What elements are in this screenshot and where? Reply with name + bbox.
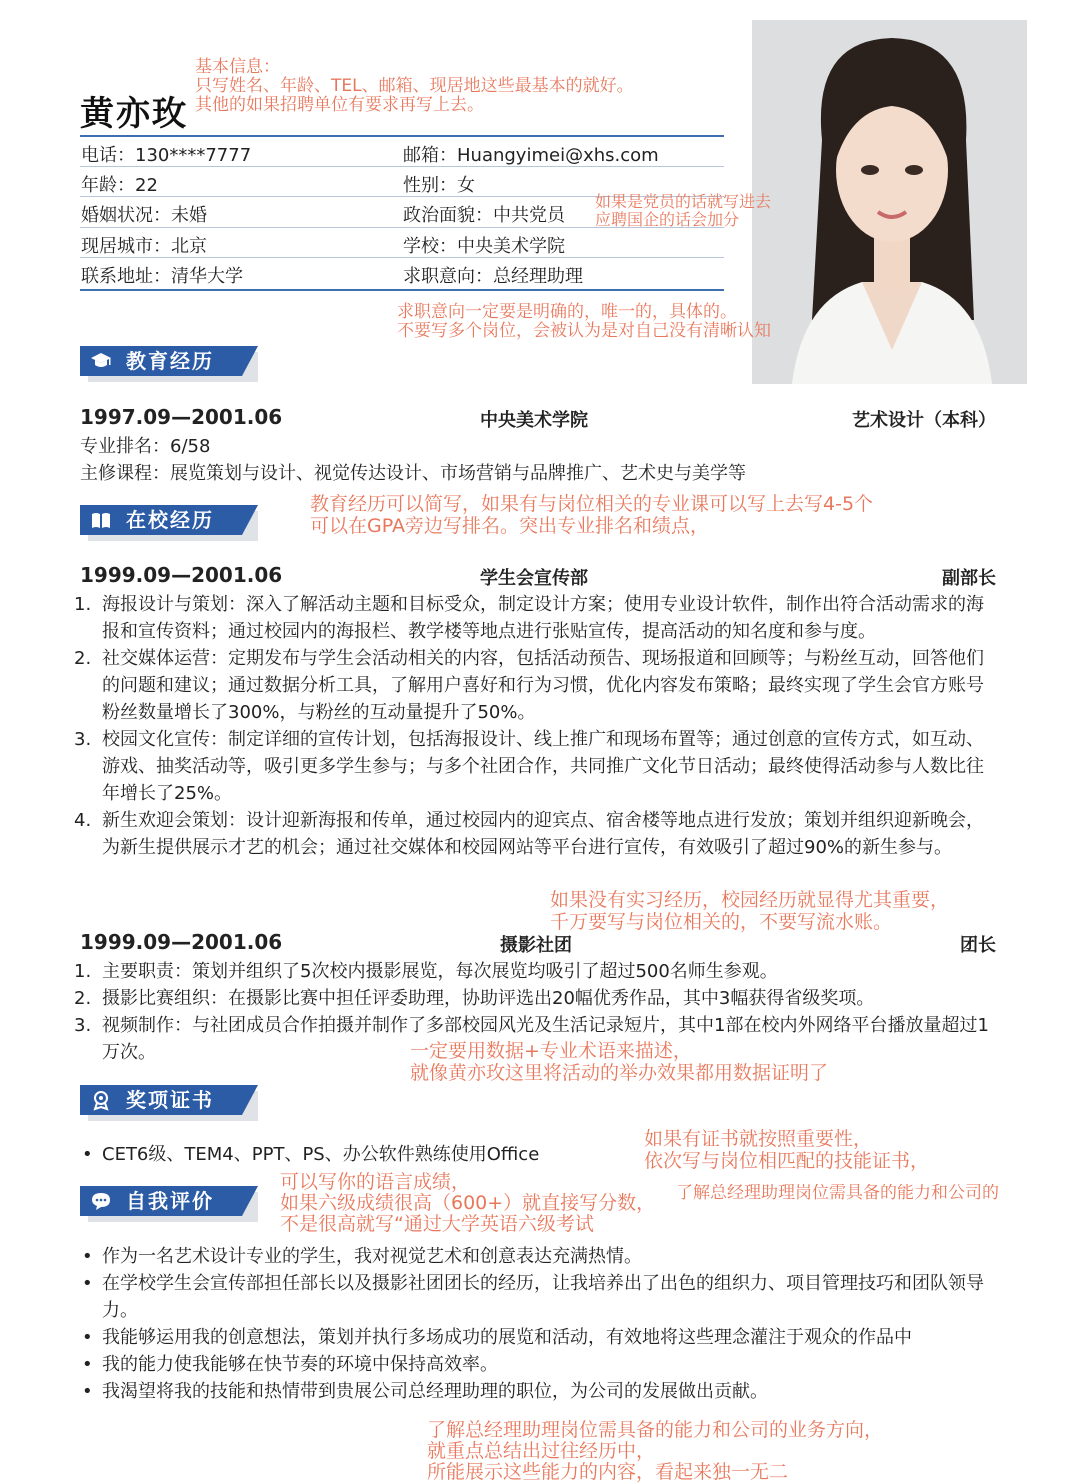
list-item: • 我能够运用我的创意想法，策划并执行多场成功的展览和活动，有效地将这些理念灌注于观众的作品中 [80, 1324, 1000, 1351]
list-item: 3. 视频制作：与社团成员合作拍摄并制作了多部校园风光及生活记录短片，其中1部在校内外网络平台播放量超过1万次。 [74, 1015, 989, 1063]
self-eval-list [80, 1243, 1000, 1405]
section-title: 在校经历 [126, 508, 214, 532]
section-title: 自我评价 [126, 1189, 214, 1213]
info-rule [80, 166, 724, 167]
list-item: 3. 校园文化宣传：制定详细的宣传计划，包括海报设计、线上推广和现场布置等；通过创意的宣传方式，如互动、游戏、抽奖活动等，吸引更多学生参与；与多个社团合作，共同推广文化节日活动；最终使得活动参与人数比往年增长了25%。 [74, 729, 984, 804]
list-item: • CET6级、TEM4、PPT、PS、办公软件熟练使用Office [80, 1141, 539, 1168]
book-icon [90, 509, 112, 531]
section-title: 奖项证书 [126, 1088, 214, 1112]
annotation-data: 一定要用数据+专业术语来描述， 就像黄亦玫这里将活动的举办效果都用数据证明了 [410, 1040, 829, 1084]
list-item: • 作为一名艺术设计专业的学生，我对视觉艺术和创意表达充满热情。 [80, 1243, 1000, 1270]
awards-list [80, 1141, 539, 1168]
list-item: 2. 社交媒体运营：定期发布与学生会活动相关的内容，包括活动预告、现场报道和回顾等；与粉丝互动，回答他们的问题和建议；通过数据分析工具，了解用户喜好和行为习惯，优化内容发布策略；最终实现了学生会官方账号粉丝数量增长了300%，与粉丝的互动量提升了50%。 [74, 648, 984, 723]
annotation-overflow: 了解总经理助理岗位需具备的能力和公司的 [676, 1184, 999, 1203]
annotation-cert: 如果有证书就按照重要性， 依次写与岗位相匹配的技能证书， [644, 1128, 930, 1172]
annotation-language: 可以写你的语言成绩， 如果六级成绩很高（600+）就直接写分数， 不是很高就写“通过大学英语六级考试 [280, 1171, 656, 1235]
list-item: • 我渴望将我的技能和热情带到贵展公司总经理助理的职位，为公司的发展做出贡献。 [80, 1378, 1000, 1405]
annotation-education: 教育经历可以简写，如果有与岗位相关的专业课可以写上去写4-5个 可以在GPA旁边写排名。突出专业排名和绩点， [310, 493, 874, 537]
list-item: • 在学校学生会宣传部担任部长以及摄影社团团长的经历，让我培养出了出色的组织力、项目管理技巧和团队领导力。 [80, 1270, 1000, 1324]
profile-photo [752, 20, 1027, 384]
campus-org: 学生会宣传部 [480, 568, 588, 589]
current-city: 现居城市：北京 [81, 236, 207, 257]
chat-bubble-icon [90, 1190, 112, 1212]
annotation-campus: 如果没有实习经历，校园经历就显得尤其重要， 千万要写与岗位相关的，不要写流水账。 [550, 889, 950, 933]
section-title: 教育经历 [126, 349, 214, 373]
award-medal-icon [90, 1089, 112, 1111]
email: 邮箱：Huangyimei@xhs.com [403, 145, 659, 166]
annotation-bottom: 了解总经理助理岗位需具备的能力和公司的业务方向， 就重点总结出过往经历中， 所能展示这些能力的内容，看起来独一无二 [427, 1419, 884, 1483]
list-item: 2. 摄影比赛组织：在摄影比赛中担任评委助理，协助评选出20幅优秀作品，其中3幅获得省级奖项。 [74, 988, 875, 1009]
section-header-campus [80, 505, 258, 539]
graduation-cap-icon [90, 350, 112, 372]
campus-date: 1999.09—2001.06 [80, 930, 283, 954]
campus-items [74, 591, 992, 861]
age: 年龄：22 [81, 175, 158, 196]
section-header-self-eval [80, 1186, 258, 1220]
education-courses: 主修课程：展览策划与设计、视觉传达设计、市场营销与品牌推广、艺术史与美学等 [80, 463, 746, 484]
contact-address: 联系地址：清华大学 [81, 266, 243, 287]
campus-role: 团长 [960, 935, 996, 956]
marital-status: 婚姻状况：未婚 [81, 205, 207, 226]
school: 学校：中央美术学院 [403, 236, 565, 257]
education-date: 1997.09—2001.06 [80, 405, 283, 429]
education-school: 中央美术学院 [480, 410, 588, 431]
list-item: 4. 新生欢迎会策划：设计迎新海报和传单，通过校园内的迎宾点、宿舍楼等地点进行发放；策划并组织迎新晚会，为新生提供展示才艺的机会；通过社交媒体和校园网站等平台进行宣传，有效吸引了超过90%的新生参与。 [74, 810, 984, 858]
gender: 性别：女 [403, 175, 475, 196]
job-intention: 求职意向：总经理助理 [403, 266, 583, 287]
section-header-awards [80, 1085, 258, 1119]
political-status: 政治面貌：中共党员 [403, 205, 565, 226]
list-item: 1. 海报设计与策划：深入了解活动主题和目标受众，制定设计方案；使用专业设计软件，制作出符合活动需求的海报和宣传资料；通过校园内的海报栏、教学楼等地点进行张贴宣传，提高活动的知名度和参与度。 [74, 594, 984, 642]
annotation-intention: 求职意向一定要是明确的，唯一的，具体的。 不要写多个岗位，会被认为是对自己没有清晰认知 [397, 302, 771, 341]
info-top-rule [80, 135, 724, 137]
info-rule [80, 257, 724, 258]
campus-org: 摄影社团 [500, 935, 572, 956]
phone: 电话：130****7777 [81, 145, 252, 166]
education-rank: 专业排名：6/58 [80, 436, 211, 457]
list-item: • 我的能力使我能够在快节奏的环境中保持高效率。 [80, 1351, 1000, 1378]
education-major: 艺术设计（本科） [852, 410, 996, 431]
annotation-basic-info: 基本信息： 只写姓名、年龄、TEL、邮箱、现居地这些最基本的就好。 其他的如果招聘单位有要求再写上去。 [195, 57, 634, 115]
info-bottom-rule [80, 289, 724, 291]
candidate-name: 黄亦玫 [80, 94, 188, 134]
annotation-party: 如果是党员的话就写进去 应聘国企的话会加分 [595, 192, 772, 229]
section-header-education [80, 346, 258, 380]
campus-role: 副部长 [942, 568, 996, 589]
campus-date: 1999.09—2001.06 [80, 563, 283, 587]
list-item: 1. 主要职责：策划并组织了5次校内摄影展览，每次展览均吸引了超过500名师生参观。 [74, 961, 778, 982]
